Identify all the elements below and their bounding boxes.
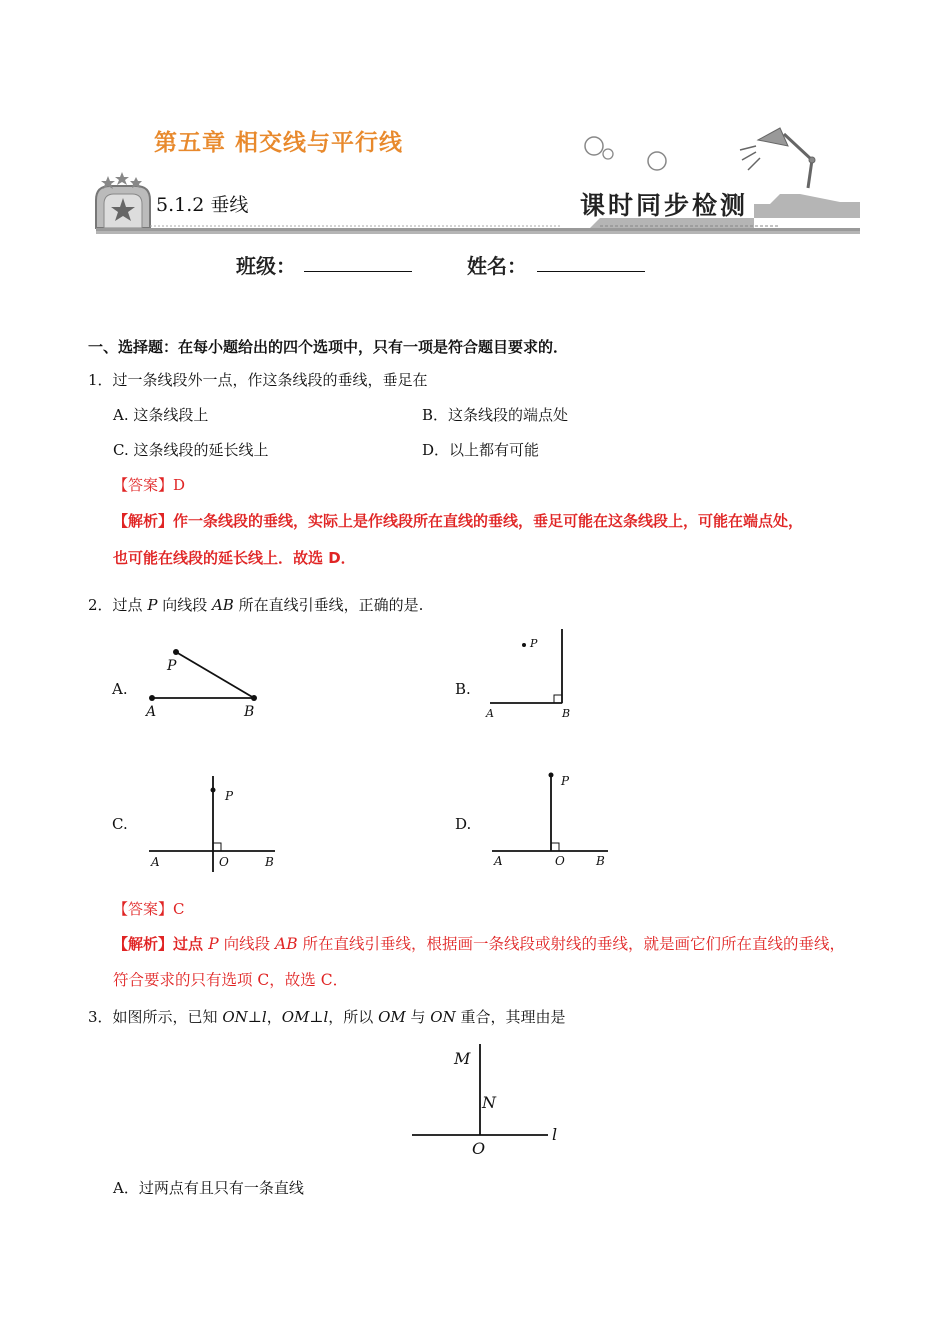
bubble-icon <box>603 149 613 159</box>
q2-explanation-line1 <box>113 926 845 962</box>
q3-perp-symbol: ⊥ <box>247 1008 262 1026</box>
q3-line-om: OM <box>281 1008 310 1026</box>
q3-option-a: A．过两点有且只有一条直线 <box>113 1179 304 1197</box>
q2-stem <box>88 594 423 615</box>
q2-explanation-text: 向线段 <box>218 935 276 953</box>
bubble-icon <box>585 137 603 155</box>
q1-option-d: D．以上都有可能 <box>422 441 540 459</box>
star-badge-icon <box>96 172 150 228</box>
q2-answer: 【答案】C <box>113 900 185 918</box>
q3-figure <box>408 1040 578 1160</box>
figure-label-o: O <box>472 1139 486 1158</box>
q1-text: 过一条线段外一点，作这条线段的垂线，垂足在 <box>112 371 428 389</box>
figure-label-a: A <box>486 707 494 720</box>
desk-lamp-icon <box>740 128 815 188</box>
q2-figure-a <box>140 640 280 722</box>
figure-label-p: P <box>561 774 570 788</box>
q2-option-c-label: C. <box>112 815 128 833</box>
figure-label-m: M <box>454 1049 471 1068</box>
figure-label-a: A <box>151 855 160 869</box>
figure-label-n: N <box>482 1093 496 1112</box>
q2-explanation-text: 【解析】过点 <box>113 935 209 953</box>
figure-label-p: P <box>530 637 538 650</box>
figure-label-o: O <box>555 854 565 868</box>
section-heading: 一、选择题：在每小题给出的四个选项中，只有一项是符合题目要求的． <box>88 338 569 356</box>
q1-explanation-line1: 【解析】作一条线段的垂线，实际上是作线段所在直线的垂线，垂足可能在这条线段上，可能在端点处， <box>113 512 804 530</box>
q2-figure-d <box>488 765 618 875</box>
q2-text: 向线段 <box>157 596 212 614</box>
q3-line-om: OM <box>378 1008 406 1026</box>
q1-number: 1． <box>88 371 113 389</box>
q1-option-c: C. 这条线段的延长线上 <box>113 441 269 459</box>
q2-text: 所在直线引垂线，正确的是. <box>233 596 424 614</box>
q3-text: 与 <box>405 1008 431 1026</box>
q2-explanation-line2: 符合要求的只有选项 C，故选 C． <box>113 971 349 989</box>
q1-stem <box>88 369 428 390</box>
q2-explanation-text: 所在直线引垂线，根据画一条线段或射线的垂线，就是画它们所在直线的垂线， <box>297 935 846 953</box>
q3-line-l: l <box>261 1008 267 1026</box>
q2-figure-b <box>480 625 580 725</box>
figure-label-p: P <box>225 789 234 803</box>
name-input-line[interactable] <box>537 271 645 272</box>
q3-text: 重合，其理由是 <box>455 1008 566 1026</box>
q2-segment-ab: AB <box>211 596 234 614</box>
q2-number: 2． <box>88 596 113 614</box>
figure-label-l: l <box>552 1125 558 1144</box>
q2-option-d-label: D. <box>455 815 472 833</box>
figure-label-a: A <box>494 854 503 868</box>
q3-number: 3． <box>88 1008 113 1026</box>
q3-line-on: ON <box>430 1008 456 1026</box>
q2-option-a-label: A. <box>112 680 128 698</box>
q2-point-p: P <box>147 596 158 614</box>
class-input-line[interactable] <box>304 271 412 272</box>
q3-stem <box>88 1006 565 1027</box>
q2-figure-c <box>145 772 285 872</box>
q3-line-on: ON <box>222 1008 248 1026</box>
q2-explanation-segment-ab: AB <box>275 935 298 953</box>
section-title: 5.1.2 垂线 <box>156 194 249 216</box>
figure-label-p: P <box>167 658 177 674</box>
figure-label-b: B <box>265 855 274 869</box>
q3-line-l: l <box>323 1008 329 1026</box>
figure-label-a: A <box>146 704 157 720</box>
figure-label-o: O <box>219 855 229 869</box>
class-label: 班级： <box>236 254 296 278</box>
q2-explanation-point-p: P <box>208 935 219 953</box>
q1-answer: 【答案】D <box>113 476 186 494</box>
q3-text: 如图所示，已知 <box>112 1008 223 1026</box>
q3-text: ， <box>266 1008 282 1026</box>
bubble-icon <box>648 152 666 170</box>
brand-title: 课时同步检测 <box>580 191 749 220</box>
q1-option-a: A. 这条线段上 <box>113 406 209 424</box>
chapter-title: 第五章 相交线与平行线 <box>154 130 404 156</box>
q1-explanation-line2: 也可能在线段的延长线上．故选 D． <box>113 549 356 567</box>
q3-text: ，所以 <box>328 1008 379 1026</box>
name-label: 姓名： <box>467 254 527 278</box>
q2-option-b-label: B. <box>455 680 471 698</box>
figure-label-b: B <box>244 704 255 720</box>
q3-perp-symbol: ⊥ <box>309 1008 324 1026</box>
q2-text: 过点 <box>112 596 148 614</box>
figure-label-b: B <box>596 854 605 868</box>
figure-label-b: B <box>562 707 571 720</box>
q1-option-b: B．这条线段的端点处 <box>422 406 569 424</box>
